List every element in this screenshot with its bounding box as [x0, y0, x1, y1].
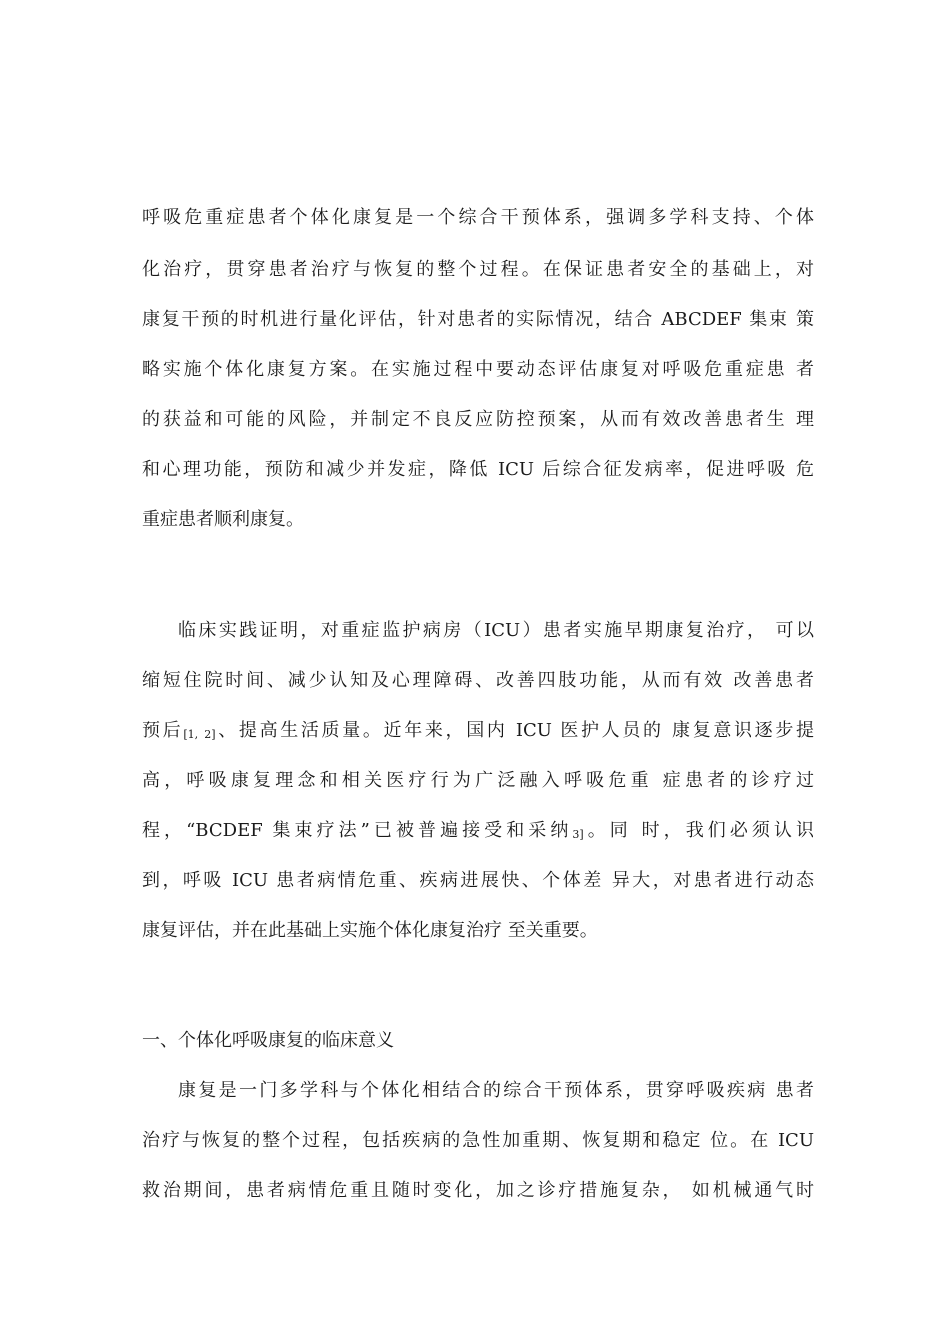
citation: [1, 2] [183, 728, 216, 741]
paragraph1-line: 和心理功能，预防和减少并发症，降低 ICU 后综合征发病率，促进呼吸 危 [142, 459, 814, 480]
paragraph2-line: 康复评估，并在此基础上实施个体化康复治疗 至关重要。 [142, 920, 598, 941]
section1-line: 救治期间，患者病情危重且随时变化，加之诊疗措施复杂， 如机械通气时 [142, 1180, 814, 1201]
paragraph2-text: 程，“BCDEF 集束疗法”已被普遍接受和采纳 [142, 820, 573, 841]
paragraph2-line: 到，呼吸 ICU 患者病情危重、疾病进展快、个体差 异大，对患者进行动态 [142, 870, 814, 891]
citation: 3] [572, 828, 584, 841]
paragraph1-line: 的获益和可能的风险，并制定不良反应防控预案，从而有效改善患者生 理 [142, 409, 814, 430]
section1-line: 治疗与恢复的整个过程，包括疾病的急性加重期、恢复期和稳定 位。在 ICU [142, 1130, 814, 1151]
paragraph2-line [142, 814, 814, 848]
paragraph2-text: 预后 [142, 720, 184, 741]
paragraph1-line: 呼吸危重症患者个体化康复是一个综合干预体系，强调多学科支持、个体 [142, 207, 814, 228]
paragraph1-line: 化治疗，贯穿患者治疗与恢复的整个过程。在保证患者安全的基础上，对 [142, 259, 814, 280]
paragraph1-line: 重症患者顺利康复。 [142, 509, 304, 530]
paragraph2-line: 缩短住院时间、减少认知及心理障碍、改善四肢功能，从而有效 改善患者 [142, 670, 814, 691]
paragraph1-line: 略实施个体化康复方案。在实施过程中要动态评估康复对呼吸危重症患 者 [142, 359, 814, 380]
section1-line: 康复是一门多学科与个体化相结合的综合干预体系，贯穿呼吸疾病 患者 [178, 1080, 814, 1101]
paragraph2-line: 高，呼吸康复理念和相关医疗行为广泛融入呼吸危重 症患者的诊疗过 [142, 770, 814, 791]
paragraph2-line: 临床实践证明，对重症监护病房（ICU）患者实施早期康复治疗， 可以 [178, 620, 814, 641]
paragraph2-text: 、提高生活质量。近年来，国内 ICU 医护人员的 康复意识逐步提 [215, 720, 814, 741]
paragraph2-line [142, 714, 814, 748]
section-heading: 一、个体化呼吸康复的临床意义 [142, 1030, 394, 1051]
paragraph1-line: 康复干预的时机进行量化评估，针对患者的实际情况，结合 ABCDEF 集束 策 [142, 309, 814, 330]
paragraph2-text: 。同 时，我们必须认识 [583, 820, 814, 841]
